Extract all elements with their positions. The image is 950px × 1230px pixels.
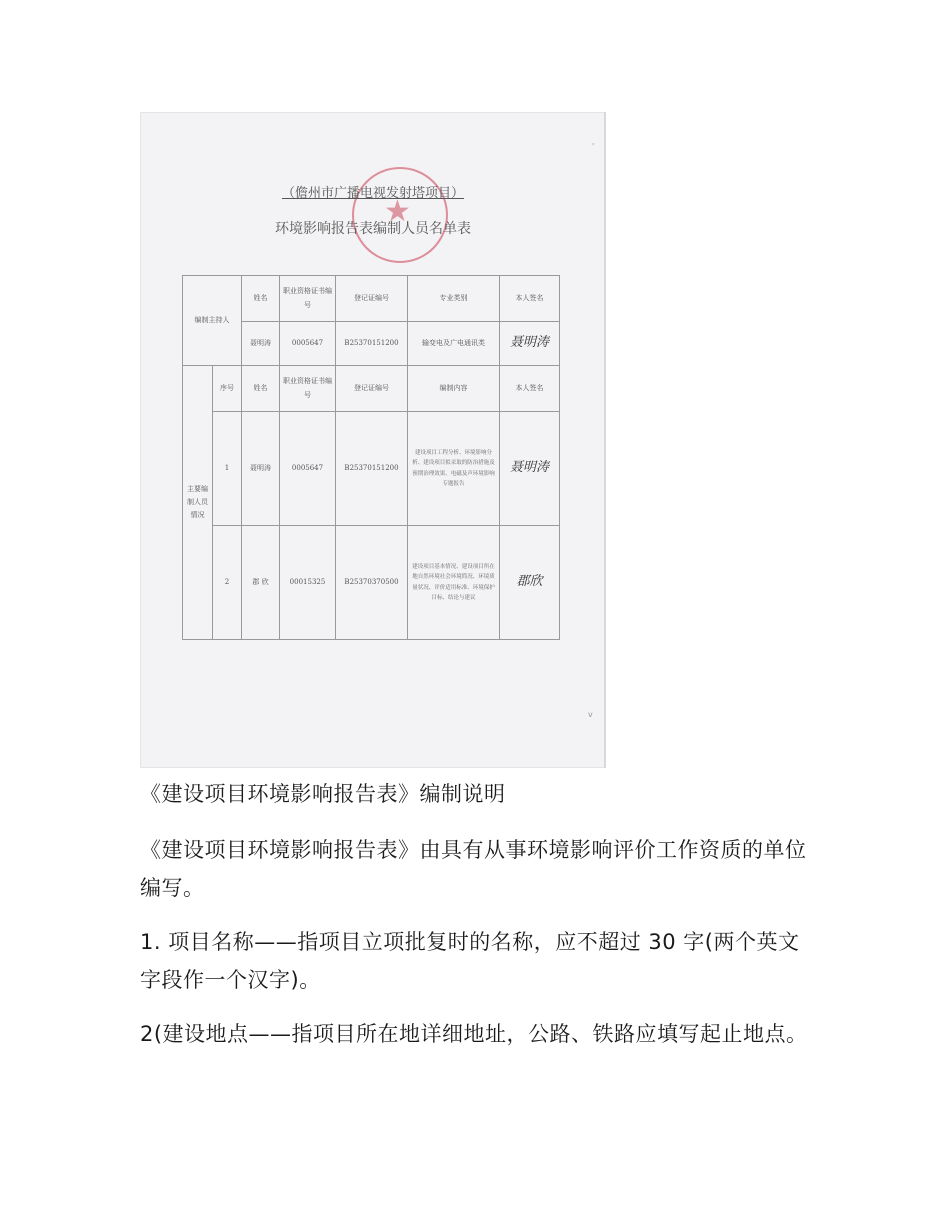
host-signature: 聂明涛 xyxy=(500,322,560,366)
member-name: 郡 欣 xyxy=(242,526,280,640)
scan-table-title: 环境影响报告表编制人员名单表 xyxy=(275,221,471,237)
header-cert-no: 职业资格证书编号 xyxy=(280,276,336,322)
staff-table xyxy=(182,275,560,640)
scan-mark: ' xyxy=(592,142,595,151)
scan-mark: v xyxy=(588,710,593,719)
section-heading: 《建设项目环境影响报告表》编制说明 xyxy=(140,782,506,806)
member-cert-no: 0005647 xyxy=(280,412,336,526)
header-specialty: 专业类别 xyxy=(408,276,500,322)
header-seq: 序号 xyxy=(213,366,242,412)
header-signature: 本人签名 xyxy=(500,366,560,412)
host-cert-no: 0005647 xyxy=(280,322,336,366)
member-name: 聂明涛 xyxy=(242,412,280,526)
member-seq: 1 xyxy=(213,412,242,526)
header-reg-no: 登记证编号 xyxy=(336,276,408,322)
scan-edge xyxy=(604,112,606,768)
member-signature: 聂明涛 xyxy=(500,412,560,526)
host-group-label: 编制主持人 xyxy=(183,276,242,366)
header-name: 姓名 xyxy=(242,366,280,412)
member-content: 建设项目基本情况、建设项目所在地自然环境社会环境简况、环境质量状况、评价适用标准、环境保护目标、结论与建议 xyxy=(408,526,500,640)
member-reg-no: B25370151200 xyxy=(336,412,408,526)
scanned-staff-list-image xyxy=(140,112,606,768)
paragraph-item-2: 2(建设地点——指项目所在地详细地址，公路、铁路应填写起止地点。 xyxy=(140,1022,808,1046)
paragraph-item-1: 1. 项目名称——指项目立项批复时的名称，应不超过 30 字(两个英文字段作一个汉字)。 xyxy=(140,930,800,992)
host-name: 聂明涛 xyxy=(242,322,280,366)
host-specialty: 输变电及广电通讯类 xyxy=(408,322,500,366)
host-reg-no: B25370151200 xyxy=(336,322,408,366)
member-reg-no: B25370370500 xyxy=(336,526,408,640)
member-signature: 郡欣 xyxy=(500,526,560,640)
member-seq: 2 xyxy=(213,526,242,640)
member-cert-no: 00015325 xyxy=(280,526,336,640)
header-reg-no: 登记证编号 xyxy=(336,366,408,412)
header-cert-no: 职业资格证书编号 xyxy=(280,366,336,412)
header-content: 编制内容 xyxy=(408,366,500,412)
main-group-label: 主要编制人员情况 xyxy=(183,366,213,640)
member-content: 建设项目工程分析、环境影响分析、建设项目拟采取的防治措施及预期治理效果、电磁及声环境影响专题报告 xyxy=(408,412,500,526)
scan-project-title: （儋州市广播电视发射塔项目） xyxy=(281,186,464,201)
table-row xyxy=(183,412,560,526)
table-row xyxy=(183,526,560,640)
paragraph-intro: 《建设项目环境影响报告表》由具有从事环境影响评价工作资质的单位编写。 xyxy=(140,838,807,900)
header-name: 姓名 xyxy=(242,276,280,322)
header-signature: 本人签名 xyxy=(500,276,560,322)
